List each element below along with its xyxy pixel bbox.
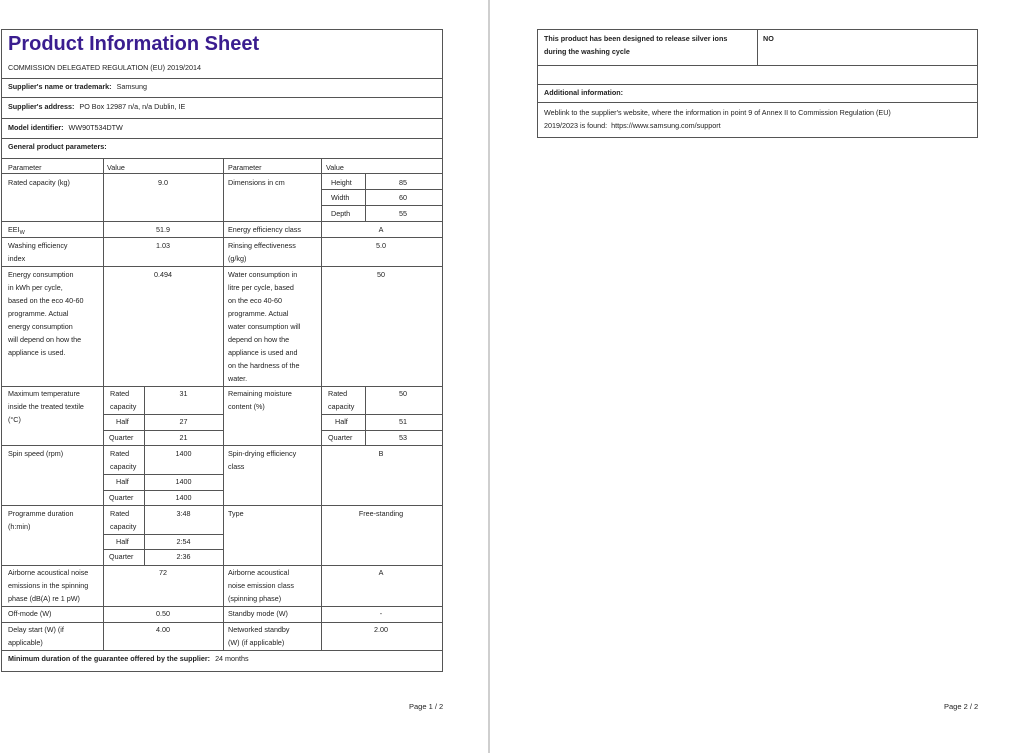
rinsing-label: Rinsing effectiveness (g/kg) <box>228 241 296 263</box>
spin-speed-label: Spin speed (rpm) <box>8 449 64 458</box>
spin-drying-class-label: Spin-drying efficiency class <box>228 449 297 471</box>
off-mode-value: 0.50 <box>156 609 170 618</box>
moisture-half-label: Half <box>335 417 348 426</box>
model-label: Model identifier: <box>8 123 64 132</box>
additional-information-label: Additional information: <box>544 88 624 97</box>
column-header-value: Value <box>107 163 125 172</box>
document-page-2 <box>490 0 1024 753</box>
max-temp-half-value: 27 <box>179 417 188 426</box>
type-label: Type <box>228 509 244 518</box>
networked-standby-label: Networked standby (W) (if applicable) <box>228 625 290 647</box>
silver-ions-value: NO <box>763 34 774 43</box>
spin-rated-label: Rated capacity <box>110 449 137 471</box>
supplier-address-row <box>8 100 185 113</box>
width-label: Width <box>331 193 350 202</box>
max-temp-half-label: Half <box>116 417 129 426</box>
regulation-text: COMMISSION DELEGATED REGULATION (EU) 2019/2014 <box>8 63 202 72</box>
energy-consumption-label: Energy consumption in kWh per cycle, based on the eco 40-60 programme. Actual energy consumption will depend on how the appliance is used. <box>8 270 84 357</box>
noise-emissions-value: 72 <box>159 568 167 577</box>
max-temperature-label: Maximum temperature inside the treated textile (°C) <box>8 389 84 424</box>
prog-quarter-label: Quarter <box>109 552 134 561</box>
general-parameters-label: General product parameters: <box>8 142 107 151</box>
eei-value: 51.9 <box>156 225 170 234</box>
supplier-name-value: Samsung <box>116 82 147 91</box>
water-consumption-value: 50 <box>377 270 385 279</box>
noise-class-label: Airborne acoustical noise emission class (spinning phase) <box>228 568 294 603</box>
weblink-text: Weblink to the supplier's website, where the information in point 9 of Annex II to Commission Regulation (EU) 2019/2023 is found: https://www.samsung.com/support <box>544 108 891 130</box>
moisture-rated-label: Rated capacity <box>328 389 355 411</box>
noise-class-value: A <box>378 568 384 577</box>
prog-half-value: 2:54 <box>176 537 191 546</box>
rinsing-value: 5.0 <box>376 241 386 250</box>
prog-rated-label: Rated capacity <box>110 509 137 531</box>
moisture-rated-value: 50 <box>399 389 407 398</box>
spin-half-value: 1400 <box>175 477 192 486</box>
model-value: WW90T534DTW <box>68 123 123 132</box>
eei-label: $EEI_W$ <box>8 225 25 236</box>
washing-efficiency-label: Washing efficiency index <box>8 241 68 263</box>
document-page-1 <box>0 0 488 753</box>
max-temp-quarter-label: Quarter <box>109 433 134 442</box>
supplier-name-row <box>8 80 147 93</box>
moisture-quarter-label: Quarter <box>328 433 353 442</box>
spin-quarter-label: Quarter <box>109 493 134 502</box>
column-header-value-2: Value <box>326 163 344 172</box>
column-header-parameter: Parameter <box>8 163 42 172</box>
delay-start-label: Delay start (W) (if applicable) <box>8 625 64 647</box>
guarantee-value: 24 months <box>215 654 249 663</box>
height-label: Height <box>331 178 352 187</box>
guarantee-label: Minimum duration of the guarantee offered by the supplier: <box>8 654 211 663</box>
column-header-parameter-2: Parameter <box>228 163 262 172</box>
model-row <box>8 121 123 134</box>
energy-class-value: A <box>378 225 384 234</box>
spin-half-label: Half <box>116 477 129 486</box>
spin-quarter-value: 1400 <box>175 493 192 502</box>
supplier-address-value: PO Box 12987 n/a, n/a Dublin, IE <box>79 102 186 111</box>
water-consumption-label: Water consumption in litre per cycle, based on the eco 40-60 programme. Actual water consumption will depend on how the appliance is used and on the hardness of the water. <box>228 270 301 383</box>
height-value: 85 <box>399 178 407 187</box>
supplier-name-label: Supplier's name or trademark: <box>8 82 112 91</box>
max-temp-rated-label: Rated capacity <box>110 389 137 411</box>
networked-standby-value: 2.00 <box>374 625 388 634</box>
page-number-2: Page 2 / 2 <box>944 702 979 711</box>
noise-emissions-label: Airborne acoustical noise emissions in the spinning phase (dB(A) re 1 pW) <box>8 568 89 603</box>
max-temp-quarter-value: 21 <box>179 433 188 442</box>
page-title: Product Information Sheet <box>8 33 260 55</box>
guarantee-row <box>8 652 249 665</box>
prog-rated-value: 3:48 <box>176 509 191 518</box>
supplier-address-label: Supplier's address: <box>8 102 75 111</box>
type-value: Free-standing <box>358 509 404 518</box>
max-temp-rated-value: 31 <box>179 389 188 398</box>
dimensions-label: Dimensions in cm <box>228 178 285 187</box>
prog-half-label: Half <box>116 537 129 546</box>
delay-start-value: 4.00 <box>156 625 170 634</box>
spin-drying-class-value: B <box>378 449 384 458</box>
standby-value: - <box>379 609 383 618</box>
energy-consumption-value: 0.494 <box>154 270 172 279</box>
standby-label: Standby mode (W) <box>228 609 288 618</box>
rated-capacity-value: 9.0 <box>158 178 168 187</box>
programme-duration-label: Programme duration (h:min) <box>8 509 74 531</box>
silver-ions-label: This product has been designed to release silver ions during the washing cycle <box>544 34 728 56</box>
remaining-moisture-label: Remaining moisture content (%) <box>228 389 292 411</box>
moisture-half-value: 51 <box>399 417 407 426</box>
washing-efficiency-value: 1.03 <box>156 241 170 250</box>
prog-quarter-value: 2:36 <box>176 552 191 561</box>
rated-capacity-label: Rated capacity (kg) <box>8 178 70 187</box>
width-value: 60 <box>399 193 407 202</box>
depth-value: 55 <box>399 209 407 218</box>
off-mode-label: Off-mode (W) <box>8 609 52 618</box>
moisture-quarter-value: 53 <box>399 433 407 442</box>
page-number: Page 1 / 2 <box>409 702 444 711</box>
spin-rated-value: 1400 <box>175 449 192 458</box>
depth-label: Depth <box>331 209 351 218</box>
energy-class-label: Energy efficiency class <box>228 225 301 234</box>
support-link[interactable]: https://www.samsung.com/support <box>611 121 721 130</box>
